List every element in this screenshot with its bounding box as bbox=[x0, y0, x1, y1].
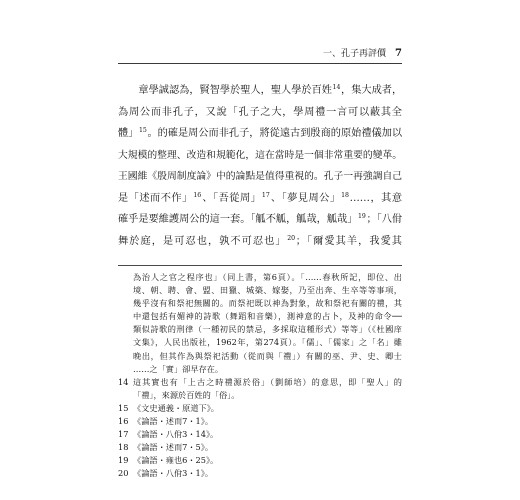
main-text-line-4 bbox=[118, 145, 402, 167]
text-run: ，集大成者， bbox=[341, 85, 402, 96]
running-head-rule bbox=[118, 63, 402, 64]
footnote-line: 《論語・八佾3・14》。 bbox=[133, 429, 219, 440]
text-run: 章學誠認為，賢智學於聖人，聖人學於百姓 bbox=[138, 85, 332, 96]
footnote-20 bbox=[118, 467, 402, 480]
footnote-number: 15 bbox=[118, 402, 129, 413]
text-run: 大規模的整理、改造和規範化，這在當時是一個非常重要的變革。 bbox=[118, 149, 402, 161]
footnote-19 bbox=[118, 454, 402, 467]
main-text-line-7 bbox=[118, 209, 402, 231]
footnote-line: 晚出，但其作為與祭祀活動（從而與「禮」）有關的巫、尹、史、卿士 bbox=[133, 350, 402, 361]
text-run: 王國維《殷周制度論》中的論點是值得重視的。孔子一再強調自己 bbox=[118, 171, 402, 182]
footnote-number: 14 bbox=[118, 376, 129, 387]
footnote-number: 18 bbox=[118, 442, 129, 453]
footnote-line: 為治人之官之程序也」（同上書，第6頁）。「……春秋所記，即位、出 bbox=[133, 272, 402, 282]
text-run: ；「八佾 bbox=[366, 214, 402, 225]
footnote-line: ……之「實」卻早存在。 bbox=[133, 363, 224, 374]
text-run: 、「吾從周」 bbox=[201, 192, 262, 204]
footnote-line: 「禮」，來源於百姓的「俗」。 bbox=[133, 389, 240, 400]
footnote-ref-14: 14 bbox=[332, 84, 341, 91]
footnote-number: 19 bbox=[118, 455, 129, 466]
footnote-line: 中還包括有媚神的詩歌（舞蹈和音樂），測神意的占卜，及神的命令── bbox=[133, 311, 402, 322]
footnote-continued-from-previous-page bbox=[133, 271, 402, 376]
text-run: ……，其意 bbox=[349, 192, 402, 204]
main-text-line-3 bbox=[118, 123, 402, 145]
text-run: 確乎是要維護周公的這一套。「觚不觚，觚哉，觚哉」 bbox=[118, 214, 358, 225]
footnote-line: 《論語・雍也6・25》。 bbox=[133, 455, 219, 466]
footnote-16 bbox=[118, 415, 402, 428]
footnote-text bbox=[133, 428, 402, 441]
main-text-line-1 bbox=[118, 80, 402, 102]
footnote-ref-17: 17 bbox=[261, 191, 270, 199]
footnote-ref-20: 20 bbox=[287, 234, 296, 242]
footnote-number: 17 bbox=[118, 429, 129, 440]
footnote-line: 類似詩歌的刑律（一種初民的禁忌，多採取這種形式）等等」（《杜國庠 bbox=[133, 324, 402, 335]
footnote-line: 幾乎沒有和祭祀無關的。而祭祀既以神為對象，故和祭祀有關的禮，其 bbox=[133, 298, 402, 309]
footnote-line: 《論語・述而7・5》。 bbox=[133, 442, 214, 453]
footnote-text bbox=[133, 454, 402, 467]
running-head-title: 一、孔子再評價 bbox=[323, 49, 387, 59]
footnote-line: 這其實也有「上古之時禮源於俗」（劉師培）的意思，即「聖人」的 bbox=[133, 376, 402, 387]
footnotes bbox=[118, 271, 402, 481]
footnote-18 bbox=[118, 441, 402, 454]
running-head bbox=[118, 47, 402, 61]
footnote-text bbox=[133, 467, 402, 480]
footnote-number: 16 bbox=[118, 416, 129, 427]
text-run: 為周公而非孔子，又說「孔子之大，學周禮一言可以蔽其全 bbox=[118, 106, 402, 118]
main-text-line-8 bbox=[118, 231, 402, 253]
main-text-line-2 bbox=[118, 102, 402, 124]
main-text bbox=[118, 80, 402, 252]
footnote-15 bbox=[118, 402, 402, 415]
footnote-line: 境、朝、聘、會、盟、田獵、城築、嫁娶，乃至出奔、生卒等等事項， bbox=[133, 285, 402, 296]
footnote-line: 《論語・八佾3・1》。 bbox=[133, 468, 214, 479]
footnote-text bbox=[133, 402, 402, 415]
footnote-ref-15: 15 bbox=[138, 127, 147, 134]
text-run: 是「述而不作」 bbox=[118, 192, 193, 204]
text-run: 、「夢見周公」 bbox=[270, 192, 341, 204]
footnote-ref-18: 18 bbox=[341, 191, 349, 199]
footnote-separator bbox=[118, 265, 402, 266]
main-text-line-6 bbox=[118, 188, 402, 210]
footnote-17 bbox=[118, 428, 402, 441]
footnote-ref-19: 19 bbox=[358, 213, 366, 220]
footnote-text bbox=[133, 441, 402, 454]
text-run: 舞於庭，是可忍也，孰不可忍也」 bbox=[118, 235, 287, 247]
footnote-line: 文集》，人民出版社，1962年，第274頁）。「儒」、「儒家」之「名」雖 bbox=[133, 337, 402, 348]
text-run: ；「爾愛其羊，我愛其 bbox=[295, 235, 402, 247]
footnote-14 bbox=[118, 376, 402, 402]
footnote-number: 20 bbox=[118, 468, 129, 479]
text-run: 體」 bbox=[118, 128, 139, 139]
footnote-line: 《論語・述而7・1》。 bbox=[133, 416, 214, 427]
footnote-ref-16: 16 bbox=[193, 191, 202, 199]
footnote-line: 《文史通義・原道下》。 bbox=[133, 402, 219, 413]
text-run: 。的確是周公而非孔子，將從遠古到殷商的原始禮儀加以 bbox=[147, 128, 402, 139]
main-text-line-5 bbox=[118, 166, 402, 188]
footnote-text bbox=[133, 376, 402, 402]
footnote-text bbox=[133, 415, 402, 428]
page-number: 7 bbox=[395, 48, 402, 59]
